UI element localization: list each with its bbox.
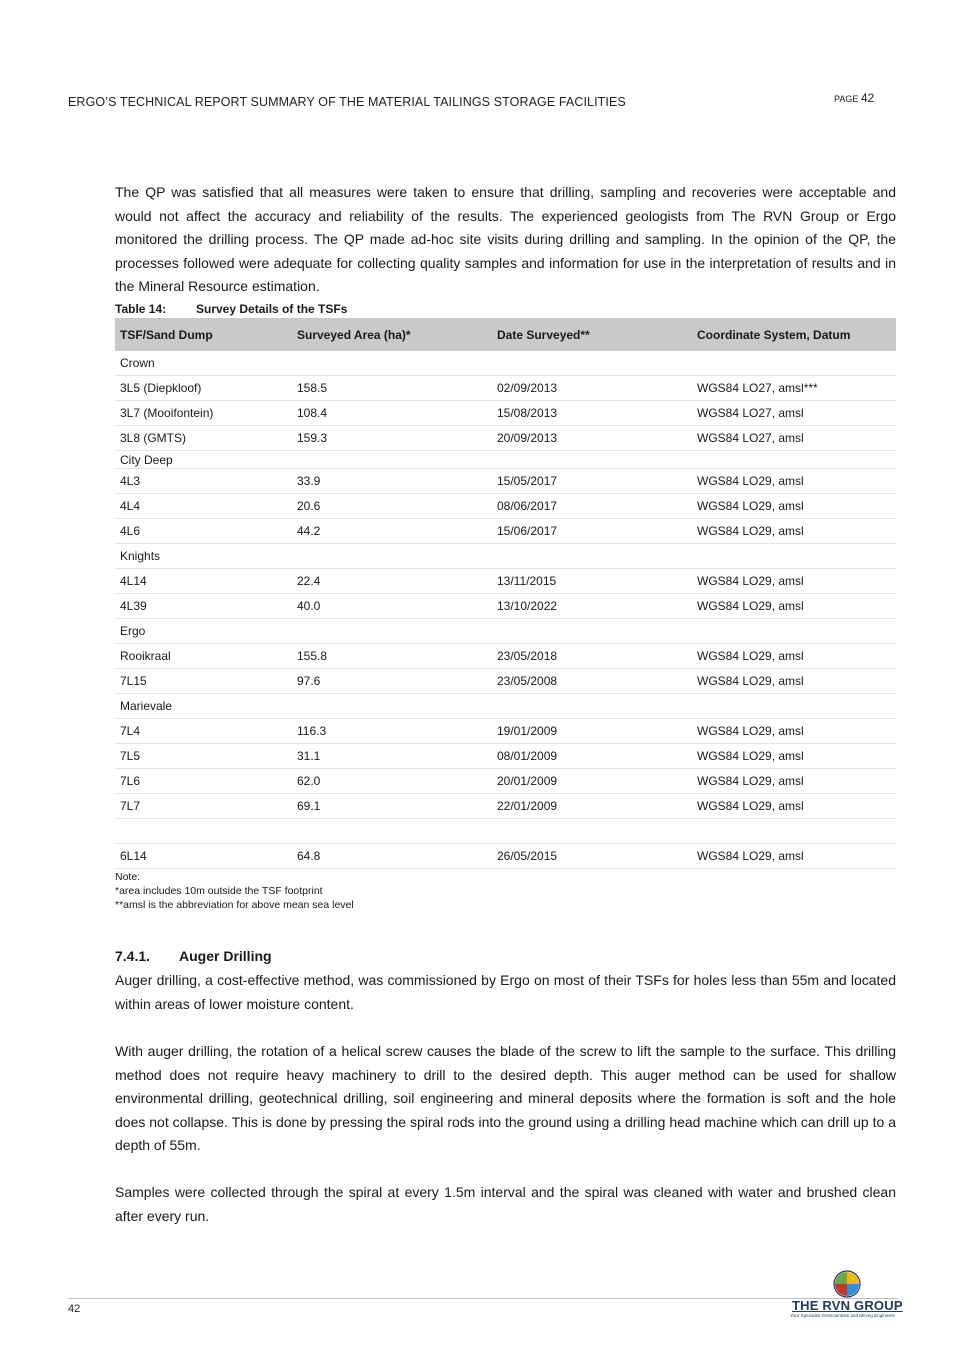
table-cell <box>292 544 492 569</box>
table-cell: 4L3 <box>115 469 292 494</box>
header-page-number <box>834 91 874 105</box>
intro-paragraph: The QP was satisfied that all measures were taken to ensure that drilling, sampling and recoveries were acceptable and would not affect the accuracy and reliability of the results. The experienced geologists from The RVN Group or Ergo monitored the drilling process. The QP made ad-hoc site visits during drilling and sampling. In the opinion of the QP, the processes followed were adequate for collecting quality samples and information for use in the interpretation of results and in the Mineral Resource estimation. <box>115 184 896 295</box>
table-cell: 62.0 <box>292 769 492 794</box>
table-cell <box>492 451 692 469</box>
table-cell <box>292 351 492 376</box>
table-cell: WGS84 LO29, amsl <box>692 744 896 769</box>
logo-pie-icon <box>834 1271 860 1297</box>
table-cell: WGS84 LO29, amsl <box>692 719 896 744</box>
table-caption-title: Survey Details of the TSFs <box>196 302 348 316</box>
table-cell: Crown <box>115 351 292 376</box>
table-cell: 13/10/2022 <box>492 594 692 619</box>
table-cell: 15/05/2017 <box>492 469 692 494</box>
table-cell: 13/11/2015 <box>492 569 692 594</box>
table-row <box>115 451 896 469</box>
table-cell: City Deep <box>115 451 292 469</box>
section-number: 7.4.1. <box>115 948 151 964</box>
table-cell <box>292 694 492 719</box>
page-number: 42 <box>860 91 875 105</box>
table-cell <box>492 619 692 644</box>
table-cell: 15/08/2013 <box>492 401 692 426</box>
table-cell <box>492 351 692 376</box>
table-cell: WGS84 LO29, amsl <box>692 669 896 694</box>
table-row <box>115 401 896 426</box>
table-cell: 64.8 <box>292 844 492 869</box>
table-cell <box>692 351 896 376</box>
table-cell: 26/05/2015 <box>492 844 692 869</box>
table-cell: 7L7 <box>115 794 292 819</box>
table-cell: WGS84 LO29, amsl <box>692 644 896 669</box>
header-tsf: TSF/Sand Dump <box>115 318 292 351</box>
auger-paragraph-2: With auger drilling, the rotation of a helical screw causes the blade of the screw to lift the sample to the surface. This drilling method does not require heavy machinery to drill to the desired depth. This auger method can be used for shallow environmental drilling, geotechnical drilling, soil engineering and mineral deposits where the formation is soft and the hole does not collapse. This is done by pressing the spiral rods into the ground using a drilling head machine which can drill up to a depth of 55m. <box>115 1043 896 1154</box>
table-row <box>115 694 896 719</box>
table-cell: Marievale <box>115 694 292 719</box>
table-cell: WGS84 LO29, amsl <box>692 519 896 544</box>
table-row <box>115 744 896 769</box>
table-cell <box>292 451 492 469</box>
table-cell: 7L6 <box>115 769 292 794</box>
table-cell: 7L15 <box>115 669 292 694</box>
table-cell: WGS84 LO27, amsl <box>692 401 896 426</box>
table-cell: 02/09/2013 <box>492 376 692 401</box>
table-cell: 158.5 <box>292 376 492 401</box>
table-caption-label: Table 14: <box>115 302 167 316</box>
table-row <box>115 844 896 869</box>
table-row <box>115 569 896 594</box>
table-row <box>115 426 896 451</box>
table-cell <box>692 544 896 569</box>
table-cell: 33.9 <box>292 469 492 494</box>
table-cell: 4L14 <box>115 569 292 594</box>
table-cell <box>692 619 896 644</box>
table-cell: 4L4 <box>115 494 292 519</box>
table-cell: 23/05/2008 <box>492 669 692 694</box>
table-cell: 23/05/2018 <box>492 644 692 669</box>
table-cell: 19/01/2009 <box>492 719 692 744</box>
auger-paragraph-1: Auger drilling, a cost-effective method, was commissioned by Ergo on most of their TSFs for holes less than 55m and located within areas of lower moisture content. <box>115 972 896 1012</box>
table-row <box>115 376 896 401</box>
table-row <box>115 619 896 644</box>
table-row <box>115 494 896 519</box>
table-cell: 3L7 (Mooifontein) <box>115 401 292 426</box>
table-caption <box>115 302 347 316</box>
table-cell: 20.6 <box>292 494 492 519</box>
table-cell: 6L14 <box>115 844 292 869</box>
table-cell: 7L5 <box>115 744 292 769</box>
table-cell <box>492 819 692 844</box>
table-cell <box>492 694 692 719</box>
table-cell: 20/01/2009 <box>492 769 692 794</box>
table-cell: WGS84 LO27, amsl*** <box>692 376 896 401</box>
note-heading: Note: <box>115 871 141 883</box>
table-row <box>115 794 896 819</box>
table-cell: WGS84 LO29, amsl <box>692 769 896 794</box>
table-cell: 08/06/2017 <box>492 494 692 519</box>
table-row <box>115 819 896 844</box>
table-cell: 97.6 <box>292 669 492 694</box>
table-cell <box>692 694 896 719</box>
note-amsl: **amsl is the abbreviation for above mean sea level <box>115 899 354 911</box>
table-row <box>115 669 896 694</box>
table-cell: 22/01/2009 <box>492 794 692 819</box>
table-cell: WGS84 LO27, amsl <box>692 426 896 451</box>
logo-tagline: Your Specialist Geoscientists and Mining Engineers <box>790 1313 895 1318</box>
table-row <box>115 544 896 569</box>
table-cell: 44.2 <box>292 519 492 544</box>
auger-paragraph-3: Samples were collected through the spiral at every 1.5m interval and the spiral was cleaned with water and brushed clean after every run. <box>115 1184 896 1224</box>
note-area: *area includes 10m outside the TSF footprint <box>115 885 323 897</box>
table-cell <box>115 819 292 844</box>
section-heading <box>115 948 272 964</box>
table-cell: 116.3 <box>292 719 492 744</box>
table-cell: WGS84 LO29, amsl <box>692 794 896 819</box>
table-cell <box>492 544 692 569</box>
table-cell <box>292 619 492 644</box>
table-cell: WGS84 LO29, amsl <box>692 594 896 619</box>
report-header-title: ERGO’S TECHNICAL REPORT SUMMARY OF THE MATERIAL TAILINGS STORAGE FACILITIES <box>68 95 626 109</box>
section-title: Auger Drilling <box>179 948 272 964</box>
table-cell: 159.3 <box>292 426 492 451</box>
table-row <box>115 719 896 744</box>
table-cell: 40.0 <box>292 594 492 619</box>
table-cell: 3L8 (GMTS) <box>115 426 292 451</box>
table-cell: 69.1 <box>292 794 492 819</box>
header-date: Date Surveyed** <box>492 318 692 351</box>
table-cell: WGS84 LO29, amsl <box>692 844 896 869</box>
footer-page-number: 42 <box>68 1303 81 1315</box>
table-cell <box>692 819 896 844</box>
table-cell: 108.4 <box>292 401 492 426</box>
table-cell <box>692 451 896 469</box>
table-row <box>115 644 896 669</box>
table-cell: 3L5 (Diepkloof) <box>115 376 292 401</box>
table-cell: 7L4 <box>115 719 292 744</box>
table-cell: 20/09/2013 <box>492 426 692 451</box>
table-notes <box>115 870 354 912</box>
table-header-row <box>115 318 896 351</box>
table-cell: Knights <box>115 544 292 569</box>
table-cell: WGS84 LO29, amsl <box>692 494 896 519</box>
header-coordinate-system: Coordinate System, Datum <box>692 318 896 351</box>
table-cell: 15/06/2017 <box>492 519 692 544</box>
table-cell: Ergo <box>115 619 292 644</box>
footer-divider <box>68 1298 898 1299</box>
table-cell: Rooikraal <box>115 644 292 669</box>
table-row <box>115 469 896 494</box>
table-cell: 4L6 <box>115 519 292 544</box>
table-cell: 08/01/2009 <box>492 744 692 769</box>
table-cell: 155.8 <box>292 644 492 669</box>
table-cell <box>292 819 492 844</box>
table-cell: 4L39 <box>115 594 292 619</box>
table-row <box>115 351 896 376</box>
header-area: Surveyed Area (ha)* <box>292 318 492 351</box>
logo-name: THE RVN GROUP <box>792 1298 903 1313</box>
table-row <box>115 594 896 619</box>
survey-table <box>115 318 896 869</box>
table-cell: 22.4 <box>292 569 492 594</box>
table-row <box>115 519 896 544</box>
page-word: PAGE <box>834 94 859 104</box>
table-cell: WGS84 LO29, amsl <box>692 569 896 594</box>
table-cell: WGS84 LO29, amsl <box>692 469 896 494</box>
table-row <box>115 769 896 794</box>
table-cell: 31.1 <box>292 744 492 769</box>
